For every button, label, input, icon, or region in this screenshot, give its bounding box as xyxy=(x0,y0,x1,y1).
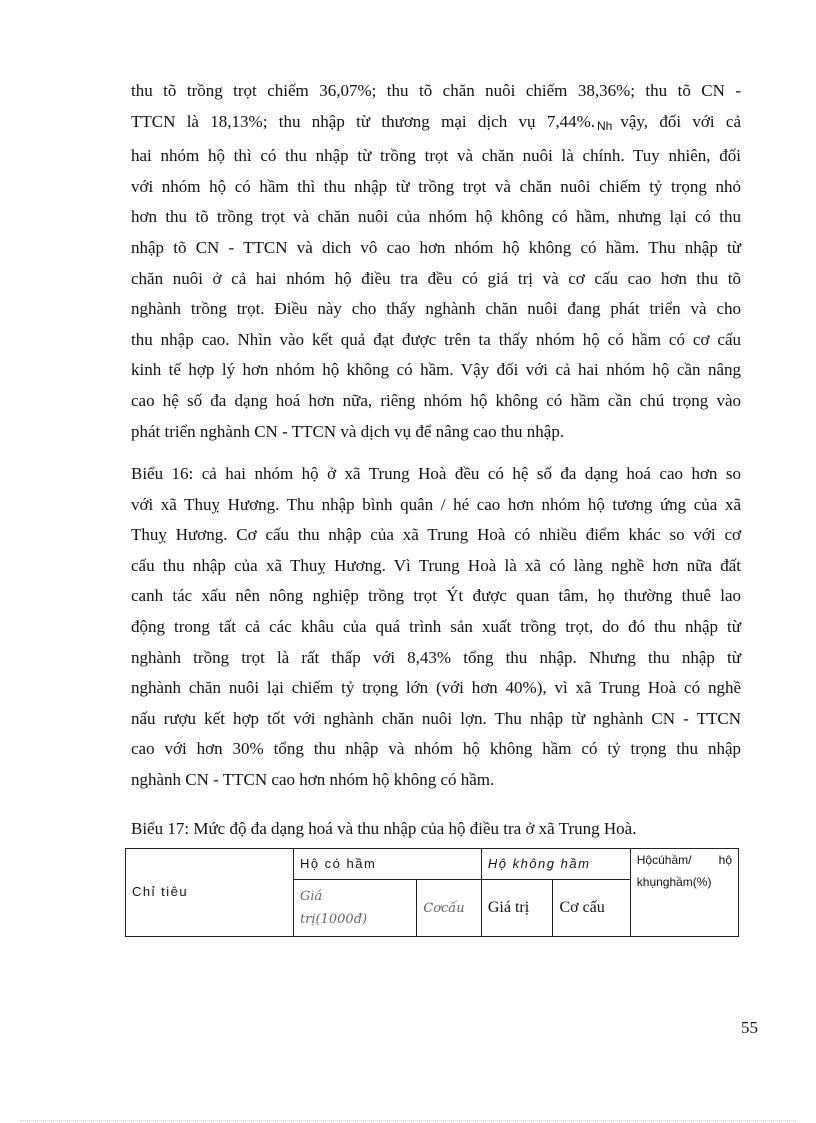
table-caption xyxy=(131,814,741,845)
page-number: 55 xyxy=(741,1018,758,1037)
group-label: Hộ không hầm xyxy=(487,855,591,871)
text-line: với xã Thuỵ Hương. Thu nhập bình quân / hé cao hơn nhóm hộ tương ứng của xã xyxy=(131,494,741,514)
text-line xyxy=(131,107,741,142)
text-segment: vậy, đối với cả xyxy=(620,111,742,131)
text-line: cấu thu nhập của xã Thuỵ Hương. Vì Trung Hoà là xã có làng nghề hơn nữa đất xyxy=(131,555,741,575)
table-row xyxy=(126,849,739,880)
text-line: động trong tất cả các khâu của quá trình sản xuất trồng trọt, do đó thu nhập từ xyxy=(131,616,741,636)
paragraph-bieu-16 xyxy=(131,459,741,796)
text-line: hai nhóm hộ thì có thu nhập từ trồng trọt và chăn nuôi là chính. Tuy nhiên, đối xyxy=(131,146,741,166)
text-line: hơn thu tõ trồng trọt và chăn nuôi của nhóm hộ không có hầm, nhưng lại có thu xyxy=(131,207,741,227)
text-segment: TTCN là 18,13%; thu nhập từ thương mại dịch vụ 7,44%. xyxy=(131,111,595,131)
row-header-label: Chỉ tiêu xyxy=(132,884,189,899)
text-line: Thuỵ Hương. Cơ cấu thu nhập của xã Trung Hoà có nhiều điểm khác so với cơ xyxy=(131,525,741,545)
table-cell-ratio xyxy=(630,849,738,937)
paragraph-income-structure xyxy=(131,76,741,447)
text-line: phát triển nghành CN - TTCN và dịch vụ để nâng cao thu nhập. xyxy=(131,421,565,441)
ratio-label-line2: khụnghầm(%) xyxy=(636,875,712,889)
text-line: kinh tế hợp lý hơn nhóm hộ không có hầm. Vậy đối với cả hai nhóm hộ cần nâng xyxy=(131,360,741,380)
page-divider xyxy=(20,1120,796,1121)
text-line: chăn nuôi ở cả hai nhóm hộ điều tra đều có giá trị và cơ cấu cao hơn thu tõ xyxy=(131,268,741,288)
table-cell-group-co-ham xyxy=(293,849,481,880)
text-line: thu nhập cao. Nhìn vào kết quả đạt được trên ta thấy nhóm hộ có hầm có cơ cấu xyxy=(131,329,741,349)
text-line: nghành trồng trọt là rất thấp với 8,43% tổng thu nhập. Nhưng thu nhập từ xyxy=(131,647,741,667)
text-line: nhập tõ CN - TTCN và dich vô cao hơn nhóm hộ không có hầm. Thu nhập từ xyxy=(131,237,741,257)
diversification-table xyxy=(125,848,739,937)
column-label: Cơ cấu xyxy=(559,899,605,916)
table-cell-co-cau xyxy=(417,880,482,937)
caption-text: Biểu 17: Mức độ đa dạng hoá và thu nhập của hộ điều tra ở xã Trung Hoà. xyxy=(131,819,637,838)
text-fragment: Nh xyxy=(597,118,613,133)
text-line: cao với hơn 30% tổng thu nhập và nhóm hộ không hầm có tỷ trọng thu nhập xyxy=(131,739,741,759)
text-line: canh tác xấu nên nông nghiệp trồng trọt Ýt được quan tâm, họ thường thuê lao xyxy=(131,586,741,606)
ratio-label-line1: Hộcúhầm/ hộ xyxy=(636,853,732,867)
table-cell-row-header xyxy=(126,849,294,937)
column-label: trị(1000đ) xyxy=(299,912,368,927)
text-line: thu tõ trồng trọt chiếm 36,07%; thu tõ chăn nuôi chiếm 38,36%; thu tõ CN - xyxy=(131,81,741,100)
column-label: Cơcấu xyxy=(423,900,465,916)
table-cell-co-cau xyxy=(553,880,630,937)
table-cell-gia-tri xyxy=(293,880,416,937)
column-label: Giá trị xyxy=(487,899,530,916)
table-cell-group-khong-ham xyxy=(481,849,630,880)
text-line: nghành CN - TTCN cao hơn nhóm hộ không có hầm. xyxy=(131,769,495,789)
group-label: Hộ có hầm xyxy=(299,855,377,871)
text-line: nghành trồng trọt. Điều này cho thấy nghành chăn nuôi đang phát triển và cho xyxy=(131,299,741,319)
text-line: nấu rượu kết hợp tốt với nghành chăn nuôi lợn. Thu nhập từ nghành CN - TTCN xyxy=(131,708,741,728)
table-cell-gia-tri xyxy=(481,880,553,937)
column-label: Giá xyxy=(299,889,323,904)
text-line: Biểu 16: cả hai nhóm hộ ở xã Trung Hoà đều có hệ số đa dạng hoá cao hơn so xyxy=(131,464,741,483)
text-line: cao hệ số đa dạng hoá hơn nữa, riêng nhóm hộ không có hầm cần chú trọng vào xyxy=(131,390,741,410)
text-line: nghành chăn nuôi lại chiếm tỷ trọng lớn (với hơn 40%), vì xã Trung Hoà có nghề xyxy=(131,678,741,698)
text-line: với nhóm hộ có hầm thì thu nhập từ trồng trọt và chăn nuôi chiếm tỷ trọng nhỏ xyxy=(131,176,741,196)
